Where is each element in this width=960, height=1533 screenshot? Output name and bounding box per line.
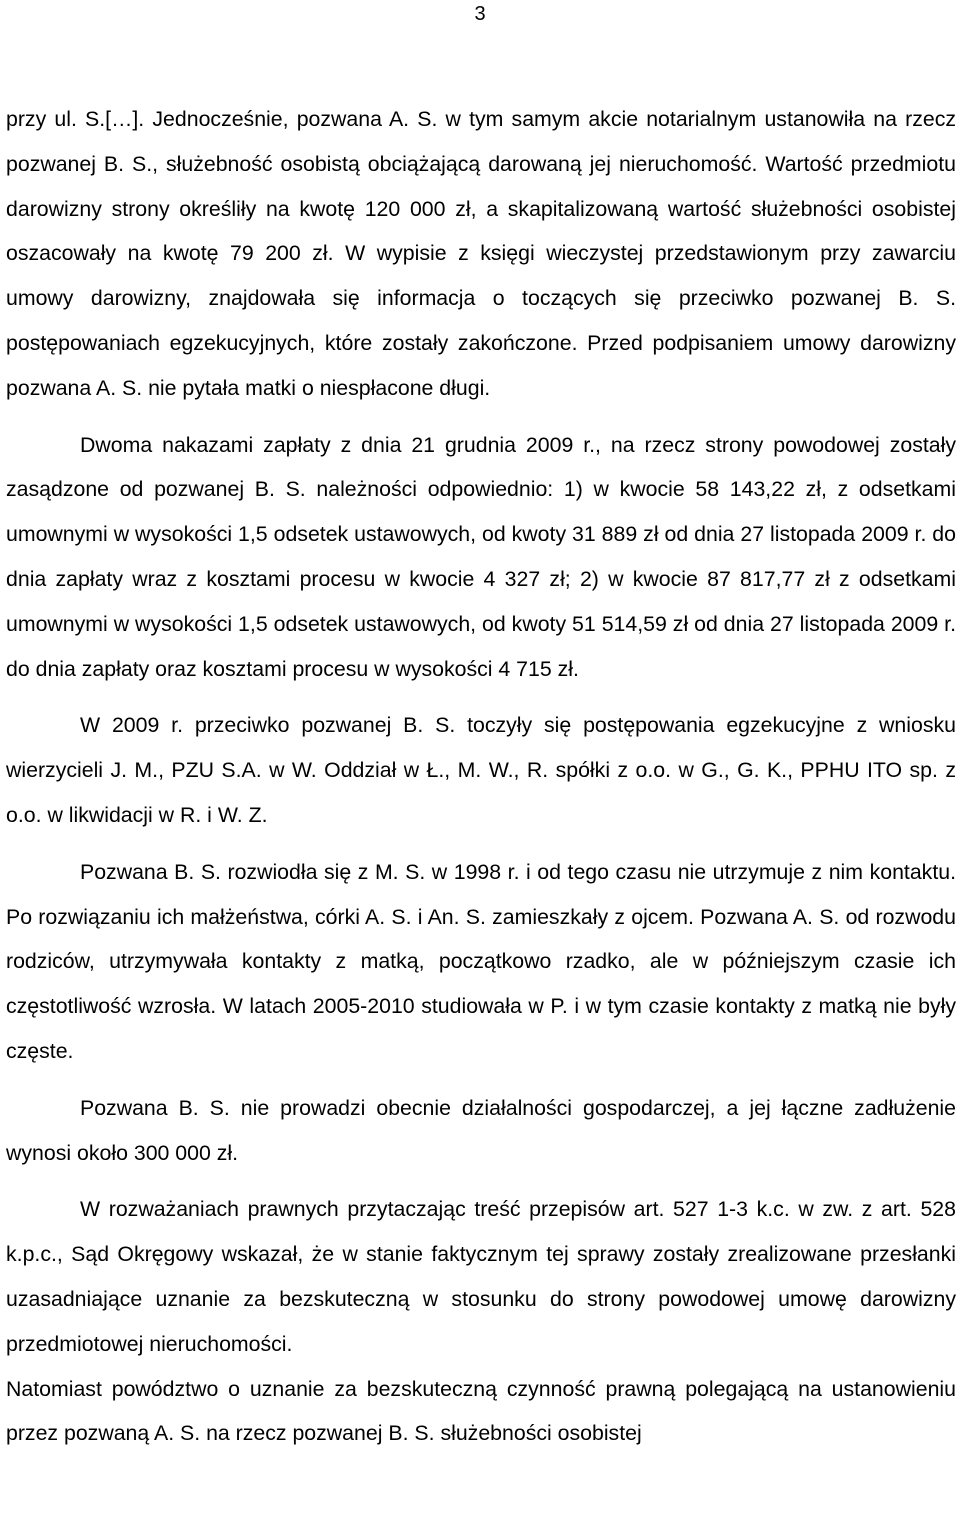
document-body	[6, 97, 956, 1456]
paragraph-2: Dwoma nakazami zapłaty z dnia 21 grudnia 2009 r., na rzecz strony powodowej zostały zasądzone od pozwanej B. S. należności odpowiednio: 1) w kwocie 58 143,22 zł, z odsetkami umownymi w wysokości 1,5 odsetek ustawowych, od kwoty 31 889 zł od dnia 27 listopada 2009 r. do dnia zapłaty wraz z kosztami procesu w kwocie 4 327 zł; 2) w kwocie 87 817,77 zł z odsetkami umownymi w wysokości 1,5 odsetek ustawowych, od kwoty 51 514,59 zł od dnia 27 listopada 2009 r. do dnia zapłaty oraz kosztami procesu w wysokości 4 715 zł.	[6, 432, 956, 681]
paragraph-6: W rozważaniach prawnych przytaczając treść przepisów art. 527 1-3 k.c. w zw. z art. 528 k.p.c., Sąd Okręgowy wskazał, że w stanie faktycznym tej sprawy zostały zrealizowane przesłanki uzasadniające uznanie za bezskuteczną w stosunku do strony powodowej umowę darowizny przedmiotowej nieruchomości.	[6, 1197, 956, 1356]
paragraph-7: Natomiast powództwo o uznanie za bezskuteczną czynność prawną polegającą na ustanowieniu przez pozwaną A. S. na rzecz pozwanej B. S. służebności osobistej	[6, 1376, 956, 1446]
paragraph-1: przy ul. S.[…]. Jednocześnie, pozwana A. S. w tym samym akcie notarialnym ustanowiła na rzecz pozwanej B. S., służebność osobistą obciążającą darowaną jej nieruchomość. Wartość przedmiotu darowizny strony określiły na kwotę 120 000 zł, a skapitalizowaną wartość służebności osobistej oszacowały na kwotę 79 200 zł. W wypisie z księgi wieczystej przedstawionym przy zawarciu umowy darowizny, znajdowała się informacja o toczących się przeciwko pozwanej B. S. postępowaniach egzekucyjnych, które zostały zakończone. Przed podpisaniem umowy darowizny pozwana A. S. nie pytała matki o niespłacone długi.	[6, 107, 956, 400]
paragraph-4: Pozwana B. S. rozwiodła się z M. S. w 1998 r. i od tego czasu nie utrzymuje z nim kontaktu. Po rozwiązaniu ich małżeństwa, córki A. S. i An. S. zamieszkały z ojcem. Pozwana A. S. od rozwodu rodziców, utrzymywała kontakty z matką, początkowo rzadko, ale w późniejszym czasie ich częstotliwość wzrosła. W latach 2005-2010 studiowała w P. i w tym czasie kontakty z matką nie były częste.	[6, 859, 956, 1063]
page-number: 3	[474, 3, 486, 25]
paragraph-5: Pozwana B. S. nie prowadzi obecnie działalności gospodarczej, a jej łączne zadłużenie wynosi około 300 000 zł.	[6, 1095, 956, 1165]
paragraph-3: W 2009 r. przeciwko pozwanej B. S. toczyły się postępowania egzekucyjne z wniosku wierzycieli J. M., PZU S.A. w W. Oddział w Ł., M. W., R. spółki z o.o. w G., G. K., PPHU ITO sp. z o.o. w likwidacji w R. i W. Z.	[6, 713, 956, 827]
